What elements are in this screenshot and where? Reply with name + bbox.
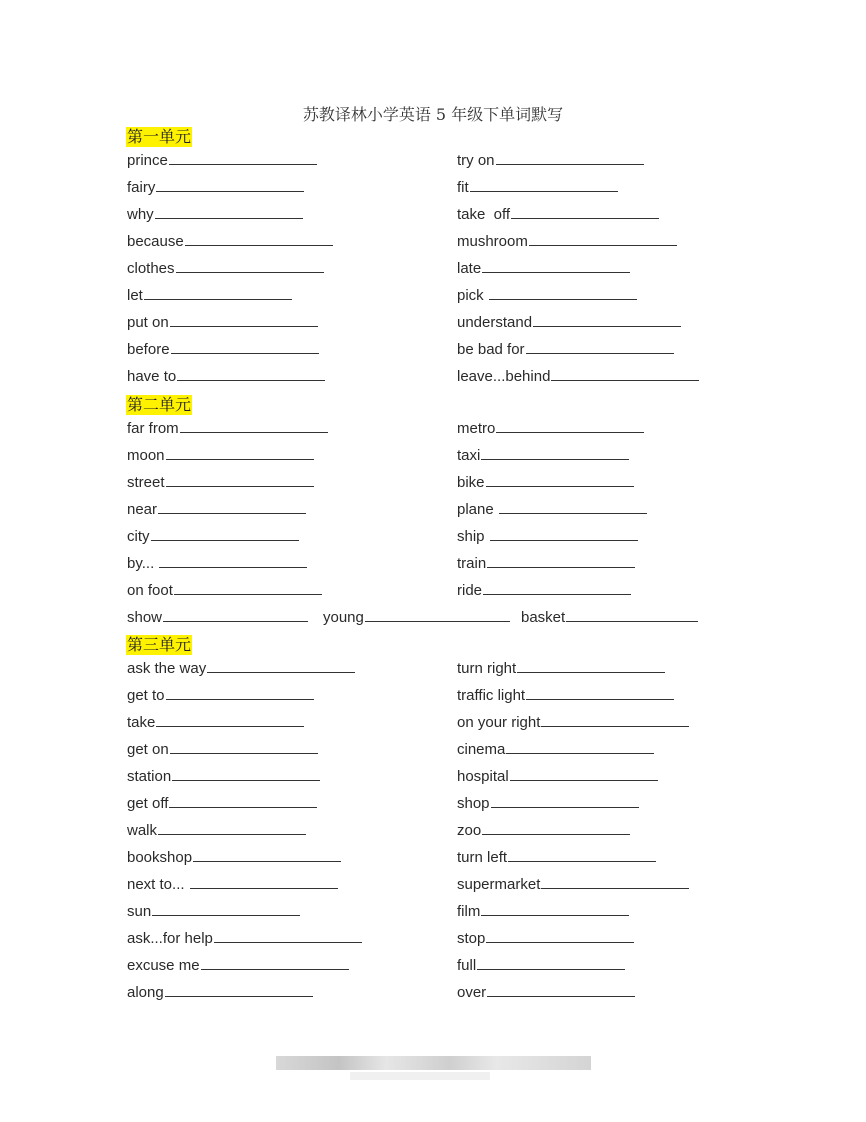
word-row xyxy=(126,525,846,552)
word-item xyxy=(127,284,292,306)
word-label: fairy xyxy=(127,179,156,196)
word-item xyxy=(457,498,647,520)
page-title: 苏教译林小学英语 5 年级下单词默写 xyxy=(302,105,564,124)
word-label: because xyxy=(127,233,184,250)
word-item xyxy=(457,819,630,841)
word-label: turn right xyxy=(457,660,517,677)
answer-blank[interactable] xyxy=(566,606,698,622)
word-item xyxy=(457,471,634,493)
word-label: pick xyxy=(457,287,488,304)
word-row xyxy=(126,927,846,954)
word-label: film xyxy=(457,903,481,920)
answer-blank[interactable] xyxy=(174,579,322,595)
word-item xyxy=(127,525,299,547)
word-label: get to xyxy=(127,687,165,704)
word-label: mushroom xyxy=(457,233,528,250)
answer-blank[interactable] xyxy=(170,311,318,327)
word-row xyxy=(126,981,846,1008)
word-row xyxy=(126,900,846,927)
answer-blank[interactable] xyxy=(201,954,349,970)
word-item xyxy=(457,981,635,1003)
unit-heading: 第一单元 xyxy=(127,127,192,146)
word-item xyxy=(127,765,320,787)
word-item xyxy=(457,149,644,171)
word-label: let xyxy=(127,287,143,304)
word-item xyxy=(457,311,681,333)
answer-blank[interactable] xyxy=(526,684,674,700)
word-label: metro xyxy=(457,420,496,437)
answer-blank[interactable] xyxy=(180,417,328,433)
answer-blank[interactable] xyxy=(499,498,647,514)
answer-blank[interactable] xyxy=(529,230,677,246)
answer-blank[interactable] xyxy=(517,657,665,673)
word-label: try on xyxy=(457,152,495,169)
answer-blank[interactable] xyxy=(541,873,689,889)
word-item xyxy=(457,176,618,198)
word-item xyxy=(323,606,510,628)
word-item xyxy=(127,606,308,628)
word-item xyxy=(457,954,625,976)
word-item xyxy=(457,284,637,306)
answer-blank[interactable] xyxy=(155,203,303,219)
word-item xyxy=(457,657,665,679)
word-item xyxy=(127,444,314,466)
word-item xyxy=(127,149,317,171)
word-row xyxy=(126,471,846,498)
word-row xyxy=(126,819,846,846)
answer-blank[interactable] xyxy=(482,257,630,273)
word-row xyxy=(126,257,846,284)
word-label: get off xyxy=(127,795,169,812)
word-label: sun xyxy=(127,903,152,920)
word-item xyxy=(457,900,629,922)
word-label: walk xyxy=(127,822,158,839)
answer-blank[interactable] xyxy=(541,711,689,727)
word-item xyxy=(457,579,631,601)
word-label: taxi xyxy=(457,447,481,464)
word-label: traffic light xyxy=(457,687,526,704)
answer-blank[interactable] xyxy=(207,657,355,673)
word-item xyxy=(457,711,689,733)
word-label: prince xyxy=(127,152,168,169)
answer-blank[interactable] xyxy=(170,738,318,754)
word-item xyxy=(457,684,674,706)
unit-1 xyxy=(126,127,846,392)
answer-blank[interactable] xyxy=(144,284,292,300)
word-item xyxy=(127,873,338,895)
word-row xyxy=(126,579,846,606)
word-label: by... xyxy=(127,555,159,572)
word-row xyxy=(126,149,846,176)
word-label: moon xyxy=(127,447,165,464)
word-label: city xyxy=(127,528,150,545)
word-item xyxy=(127,819,306,841)
word-row xyxy=(126,738,846,765)
word-label: on foot xyxy=(127,582,173,599)
word-label: supermarket xyxy=(457,876,541,893)
word-label: far from xyxy=(127,420,179,437)
word-item xyxy=(127,711,304,733)
word-item xyxy=(457,338,674,360)
word-item xyxy=(127,338,319,360)
word-label: ship xyxy=(457,528,489,545)
word-row xyxy=(126,176,846,203)
word-item xyxy=(127,684,314,706)
answer-blank[interactable] xyxy=(490,525,638,541)
word-label: understand xyxy=(457,314,533,331)
word-label: next to... xyxy=(127,876,189,893)
word-item xyxy=(457,927,634,949)
answer-blank[interactable] xyxy=(176,257,324,273)
word-item xyxy=(457,738,654,760)
answer-blank[interactable] xyxy=(177,365,325,381)
answer-blank[interactable] xyxy=(487,981,635,997)
answer-blank[interactable] xyxy=(508,846,656,862)
word-row xyxy=(126,417,846,444)
word-label: clothes xyxy=(127,260,175,277)
word-row xyxy=(126,230,846,257)
unit-3 xyxy=(126,635,846,1008)
word-label: ask...for help xyxy=(127,930,213,947)
word-row xyxy=(126,765,846,792)
answer-blank[interactable] xyxy=(159,552,307,568)
word-row xyxy=(126,873,846,900)
word-label: street xyxy=(127,474,165,491)
word-row xyxy=(126,284,846,311)
word-item xyxy=(521,606,698,628)
word-item xyxy=(127,257,324,279)
word-item xyxy=(127,203,303,225)
word-row xyxy=(126,657,846,684)
answer-blank[interactable] xyxy=(171,338,319,354)
answer-blank[interactable] xyxy=(166,684,314,700)
word-item xyxy=(457,230,677,252)
word-label: fit xyxy=(457,179,469,196)
word-item xyxy=(127,417,328,439)
answer-blank[interactable] xyxy=(489,284,637,300)
answer-blank[interactable] xyxy=(486,471,634,487)
word-label: ride xyxy=(457,582,483,599)
word-row xyxy=(126,711,846,738)
answer-blank[interactable] xyxy=(482,819,630,835)
word-row xyxy=(126,792,846,819)
answer-blank[interactable] xyxy=(158,498,306,514)
answer-blank[interactable] xyxy=(158,819,306,835)
unit-heading: 第三单元 xyxy=(127,635,192,654)
word-item xyxy=(127,176,304,198)
answer-blank[interactable] xyxy=(156,176,304,192)
word-label: ask the way xyxy=(127,660,207,677)
word-item xyxy=(127,365,325,387)
answer-blank[interactable] xyxy=(156,711,304,727)
word-label: on your right xyxy=(457,714,541,731)
word-row xyxy=(126,365,846,392)
word-item xyxy=(457,873,689,895)
word-label: show xyxy=(127,609,163,626)
word-label: why xyxy=(127,206,154,223)
word-item xyxy=(127,846,341,868)
answer-blank[interactable] xyxy=(511,203,659,219)
word-label: be bad for xyxy=(457,341,525,358)
word-row-triple xyxy=(126,606,846,633)
answer-blank[interactable] xyxy=(193,846,341,862)
word-label: turn left xyxy=(457,849,508,866)
word-label: bookshop xyxy=(127,849,193,866)
answer-blank[interactable] xyxy=(365,606,510,622)
word-row xyxy=(126,552,846,579)
word-item xyxy=(127,498,306,520)
word-item xyxy=(457,552,635,574)
answer-blank[interactable] xyxy=(185,230,333,246)
answer-blank[interactable] xyxy=(526,338,674,354)
word-label: get on xyxy=(127,741,169,758)
word-label: train xyxy=(457,555,487,572)
answer-blank[interactable] xyxy=(163,606,308,622)
answer-blank[interactable] xyxy=(483,579,631,595)
word-item xyxy=(127,471,314,493)
word-label: hospital xyxy=(457,768,509,785)
word-label: before xyxy=(127,341,170,358)
word-item xyxy=(127,230,333,252)
word-row xyxy=(126,684,846,711)
answer-blank[interactable] xyxy=(166,471,314,487)
answer-blank[interactable] xyxy=(152,900,300,916)
word-item xyxy=(457,846,656,868)
word-item xyxy=(457,525,638,547)
unit-2-rows xyxy=(126,417,846,633)
word-label: put on xyxy=(127,314,169,331)
word-label: take off xyxy=(457,206,511,223)
word-label: full xyxy=(457,957,477,974)
word-item xyxy=(127,311,318,333)
word-label: along xyxy=(127,984,164,1001)
answer-blank[interactable] xyxy=(491,792,639,808)
word-label: shop xyxy=(457,795,490,812)
word-label: late xyxy=(457,260,482,277)
word-label: young xyxy=(323,609,364,626)
answer-blank[interactable] xyxy=(165,981,313,997)
answer-blank[interactable] xyxy=(506,738,654,754)
word-item xyxy=(457,257,630,279)
word-item xyxy=(127,792,317,814)
word-label: station xyxy=(127,768,172,785)
word-item xyxy=(457,365,699,387)
answer-blank[interactable] xyxy=(151,525,299,541)
word-label: cinema xyxy=(457,741,506,758)
word-row xyxy=(126,311,846,338)
answer-blank[interactable] xyxy=(551,365,699,381)
answer-blank[interactable] xyxy=(496,149,644,165)
answer-blank[interactable] xyxy=(169,149,317,165)
word-row xyxy=(126,498,846,525)
word-item xyxy=(457,417,644,439)
answer-blank[interactable] xyxy=(172,765,320,781)
word-label: stop xyxy=(457,930,486,947)
word-row xyxy=(126,203,846,230)
answer-blank[interactable] xyxy=(510,765,658,781)
word-item xyxy=(127,900,300,922)
word-item xyxy=(457,792,639,814)
answer-blank[interactable] xyxy=(477,954,625,970)
unit-heading: 第二单元 xyxy=(127,395,192,414)
answer-blank[interactable] xyxy=(214,927,362,943)
answer-blank[interactable] xyxy=(169,792,317,808)
word-label: basket xyxy=(521,609,566,626)
word-label: excuse me xyxy=(127,957,200,974)
answer-blank[interactable] xyxy=(533,311,681,327)
word-row xyxy=(126,954,846,981)
answer-blank[interactable] xyxy=(481,900,629,916)
word-label: over xyxy=(457,984,487,1001)
word-item xyxy=(457,444,629,466)
answer-blank[interactable] xyxy=(190,873,338,889)
word-label: plane xyxy=(457,501,498,518)
word-label: near xyxy=(127,501,158,518)
answer-blank[interactable] xyxy=(496,417,644,433)
word-label: leave...behind xyxy=(457,368,551,385)
blurred-watermark-shadow xyxy=(350,1072,490,1080)
word-row xyxy=(126,338,846,365)
answer-blank[interactable] xyxy=(481,444,629,460)
answer-blank[interactable] xyxy=(470,176,618,192)
answer-blank[interactable] xyxy=(166,444,314,460)
word-item xyxy=(127,981,313,1003)
word-item xyxy=(457,203,659,225)
word-item xyxy=(127,579,322,601)
word-item xyxy=(127,954,349,976)
word-item xyxy=(127,657,355,679)
word-label: take xyxy=(127,714,156,731)
unit-2 xyxy=(126,395,846,633)
blurred-watermark xyxy=(276,1056,591,1070)
word-label: have to xyxy=(127,368,177,385)
word-label: bike xyxy=(457,474,485,491)
word-item xyxy=(127,927,362,949)
answer-blank[interactable] xyxy=(486,927,634,943)
unit-3-rows xyxy=(126,657,846,1008)
word-item xyxy=(127,738,318,760)
answer-blank[interactable] xyxy=(487,552,635,568)
unit-1-rows xyxy=(126,149,846,392)
word-row xyxy=(126,444,846,471)
word-item xyxy=(127,552,307,574)
word-label: zoo xyxy=(457,822,482,839)
word-item xyxy=(457,765,658,787)
word-row xyxy=(126,846,846,873)
